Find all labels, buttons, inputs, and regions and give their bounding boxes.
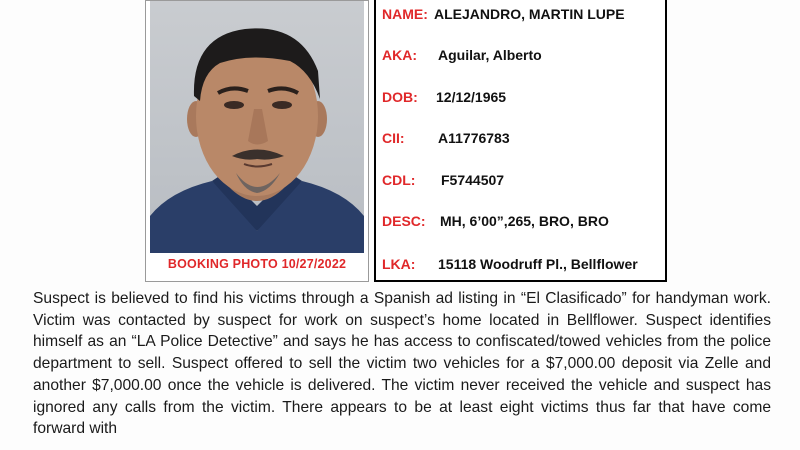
- name-label: NAME:: [382, 6, 428, 22]
- suspect-info-box: [374, 0, 667, 282]
- lka-label: LKA:: [382, 256, 416, 272]
- narrative-paragraph: Suspect is believed to find his victims through a Spanish ad listing in “El Clasificado” for handyman work. Victim was contacted by suspect for work on suspect’s home located in Bellflower. Suspect identifies himself as an “LA Police Detective” and says he has access to confiscated/towed vehicles from the police department to sell. Suspect offered to sell the victim two vehicles for a $7,000.00 deposit via Zelle and another $7,000.00 once the vehicle is delivered. The victim never received the vehicle and suspect has ignored any calls from the victim. There appears to be at least eight victims thus far that have come forward with: [33, 290, 771, 438]
- cii-value: A11776783: [438, 130, 510, 146]
- aka-value: Aguilar, Alberto: [438, 47, 542, 63]
- cdl-row: [376, 169, 665, 191]
- booking-photo-caption: BOOKING PHOTO 10/27/2022: [167, 257, 347, 271]
- booking-photo: [150, 1, 364, 253]
- cdl-value: F5744507: [441, 172, 505, 188]
- cii-label: CII:: [382, 130, 405, 146]
- aka-row: [376, 44, 665, 66]
- desc-row: [376, 210, 665, 232]
- cdl-label: CDL:: [382, 172, 416, 188]
- name-value: ALEJANDRO, MARTIN LUPE: [434, 6, 625, 22]
- dob-value: 12/12/1965: [436, 89, 507, 105]
- dob-label: DOB:: [382, 89, 418, 105]
- aka-label: AKA:: [382, 47, 417, 63]
- cii-row: [376, 127, 665, 149]
- lka-row: [376, 253, 665, 275]
- dob-row: [376, 86, 665, 108]
- lka-value: 15118 Woodruff Pl., Bellflower: [438, 256, 638, 272]
- suspect-portrait: [150, 1, 364, 253]
- name-row: [376, 3, 665, 25]
- booking-photo-frame: [145, 0, 369, 282]
- desc-value: MH, 6’00”,265, BRO, BRO: [440, 213, 609, 229]
- desc-label: DESC:: [382, 213, 426, 229]
